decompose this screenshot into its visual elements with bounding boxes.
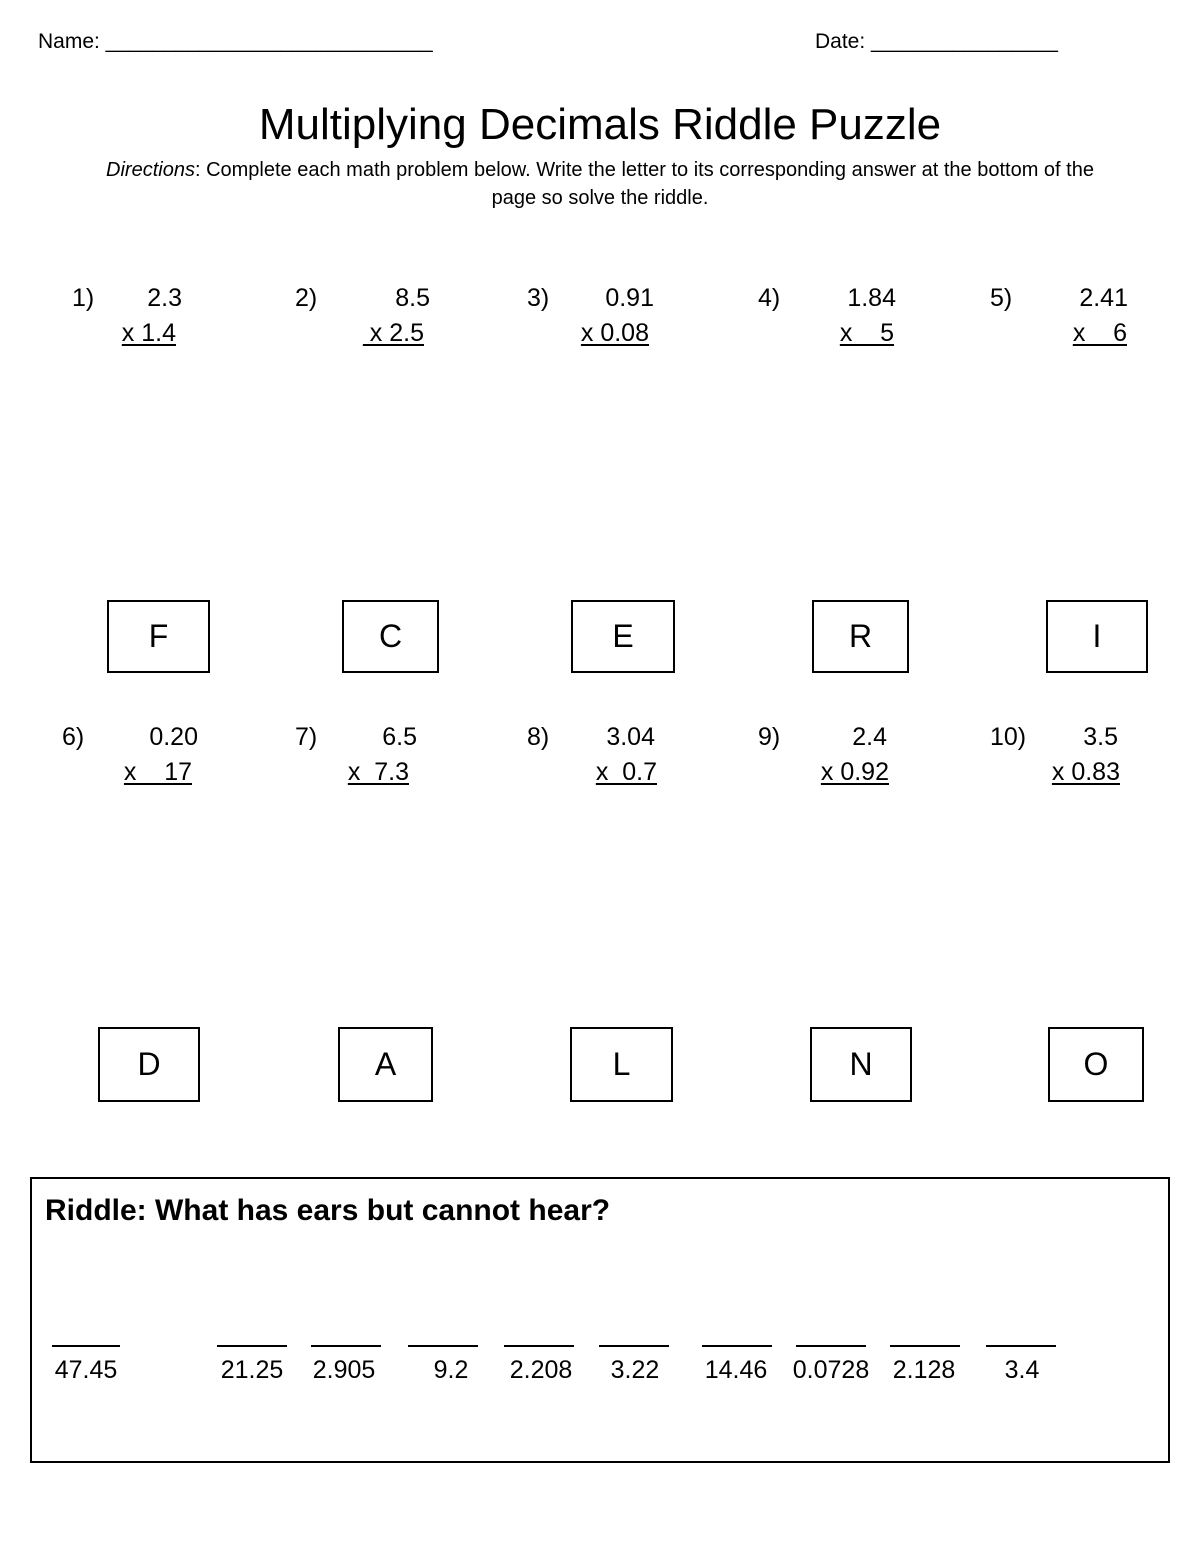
- answer-line[interactable]: [504, 1345, 574, 1347]
- problem-multiplier: x 7.3: [347, 758, 409, 786]
- answer-value: 14.46: [704, 1356, 768, 1384]
- problem-number: 10): [990, 723, 1027, 751]
- riddle-question: Riddle: What has ears but cannot hear?: [45, 1194, 611, 1227]
- letter-box-e: E: [571, 600, 675, 673]
- problem-4: [758, 281, 896, 353]
- problem-9: [758, 720, 889, 792]
- answer-value: 47.45: [54, 1356, 118, 1384]
- problem-multiplicand: 0.91: [605, 284, 654, 312]
- problem-number: 3): [527, 284, 550, 312]
- problem-multiplier: x 2.5: [362, 319, 424, 347]
- answer-line[interactable]: [890, 1345, 960, 1347]
- problem-multiplier: x 1.4: [121, 319, 176, 347]
- answer-value: 0.0728: [792, 1356, 870, 1384]
- answer-value: 21.25: [220, 1356, 284, 1384]
- problem-number: 2): [295, 284, 318, 312]
- answer-blank-8[interactable]: [786, 1345, 876, 1385]
- answer-blank-5[interactable]: [500, 1345, 582, 1385]
- name-field-label[interactable]: Name: ____________________________: [38, 30, 433, 53]
- date-field-label[interactable]: Date: ________________: [815, 30, 1058, 53]
- answer-blank-10[interactable]: [984, 1345, 1060, 1385]
- letter-box-n: N: [810, 1027, 912, 1102]
- problem-multiplicand: 1.84: [847, 284, 896, 312]
- letter-box-a: A: [338, 1027, 433, 1102]
- letter-box-r: R: [812, 600, 909, 673]
- answer-line[interactable]: [986, 1345, 1056, 1347]
- problem-multiplicand: 3.5: [1083, 723, 1118, 751]
- answer-line[interactable]: [52, 1345, 120, 1347]
- directions: [85, 156, 1115, 212]
- letter-box-c: C: [342, 600, 439, 673]
- problem-5: [990, 281, 1128, 353]
- problem-multiplicand: 8.5: [395, 284, 430, 312]
- answer-value: 3.22: [610, 1356, 660, 1384]
- letter-box-l: L: [570, 1027, 673, 1102]
- answer-blank-1[interactable]: [48, 1345, 124, 1385]
- answer-blank-9[interactable]: [882, 1345, 966, 1385]
- problem-10: [990, 720, 1120, 792]
- problem-2: [295, 281, 430, 353]
- answer-line[interactable]: [702, 1345, 772, 1347]
- answer-line[interactable]: [311, 1345, 381, 1347]
- problem-1: [72, 281, 182, 353]
- problem-number: 5): [990, 284, 1013, 312]
- problem-multiplier: x 17: [123, 758, 192, 786]
- answer-value: 2.905: [312, 1356, 376, 1384]
- answer-blank-6[interactable]: [597, 1345, 673, 1385]
- problem-number: 1): [72, 284, 95, 312]
- letter-box-i: I: [1046, 600, 1148, 673]
- answer-line[interactable]: [796, 1345, 866, 1347]
- problem-3: [527, 281, 654, 353]
- answer-line[interactable]: [217, 1345, 287, 1347]
- answer-value: 3.4: [1004, 1356, 1040, 1384]
- answer-value: 2.208: [509, 1356, 573, 1384]
- letter-box-d: D: [98, 1027, 200, 1102]
- problem-multiplier: x 0.92: [820, 758, 889, 786]
- problem-8: [527, 720, 657, 792]
- problem-multiplicand: 2.41: [1079, 284, 1128, 312]
- answer-blank-2[interactable]: [212, 1345, 292, 1385]
- problem-multiplicand: 3.04: [606, 723, 655, 751]
- problem-number: 8): [527, 723, 550, 751]
- answer-blank-4[interactable]: [408, 1345, 494, 1385]
- problem-number: 6): [62, 723, 85, 751]
- directions-text: : Complete each math problem below. Write the letter to its corresponding answer at the bottom of the page so solve the riddle.: [194, 159, 1094, 209]
- answer-blank-7[interactable]: [695, 1345, 777, 1385]
- problem-6: [62, 720, 198, 792]
- problem-multiplier: x 6: [1072, 319, 1127, 347]
- letter-box-o: O: [1048, 1027, 1144, 1102]
- problem-number: 7): [295, 723, 318, 751]
- letter-box-f: F: [107, 600, 210, 673]
- directions-lead: Directions: [106, 159, 195, 181]
- problem-number: 9): [758, 723, 781, 751]
- problem-number: 4): [758, 284, 781, 312]
- problem-multiplicand: 6.5: [382, 723, 417, 751]
- problem-multiplicand: 2.3: [147, 284, 182, 312]
- problem-7: [295, 720, 417, 792]
- page-title: Multiplying Decimals Riddle Puzzle: [258, 100, 942, 149]
- answer-line[interactable]: [408, 1345, 478, 1347]
- problem-multiplier: x 0.08: [580, 319, 649, 347]
- problem-multiplicand: 0.20: [149, 723, 198, 751]
- answer-value: 9.2: [433, 1356, 469, 1384]
- answer-value: 2.128: [892, 1356, 956, 1384]
- problem-multiplicand: 2.4: [852, 723, 887, 751]
- problem-multiplier: x 0.7: [595, 758, 657, 786]
- problem-multiplier: x 0.83: [1051, 758, 1120, 786]
- problem-multiplier: x 5: [839, 319, 894, 347]
- answer-line[interactable]: [599, 1345, 669, 1347]
- answer-blank-3[interactable]: [303, 1345, 385, 1385]
